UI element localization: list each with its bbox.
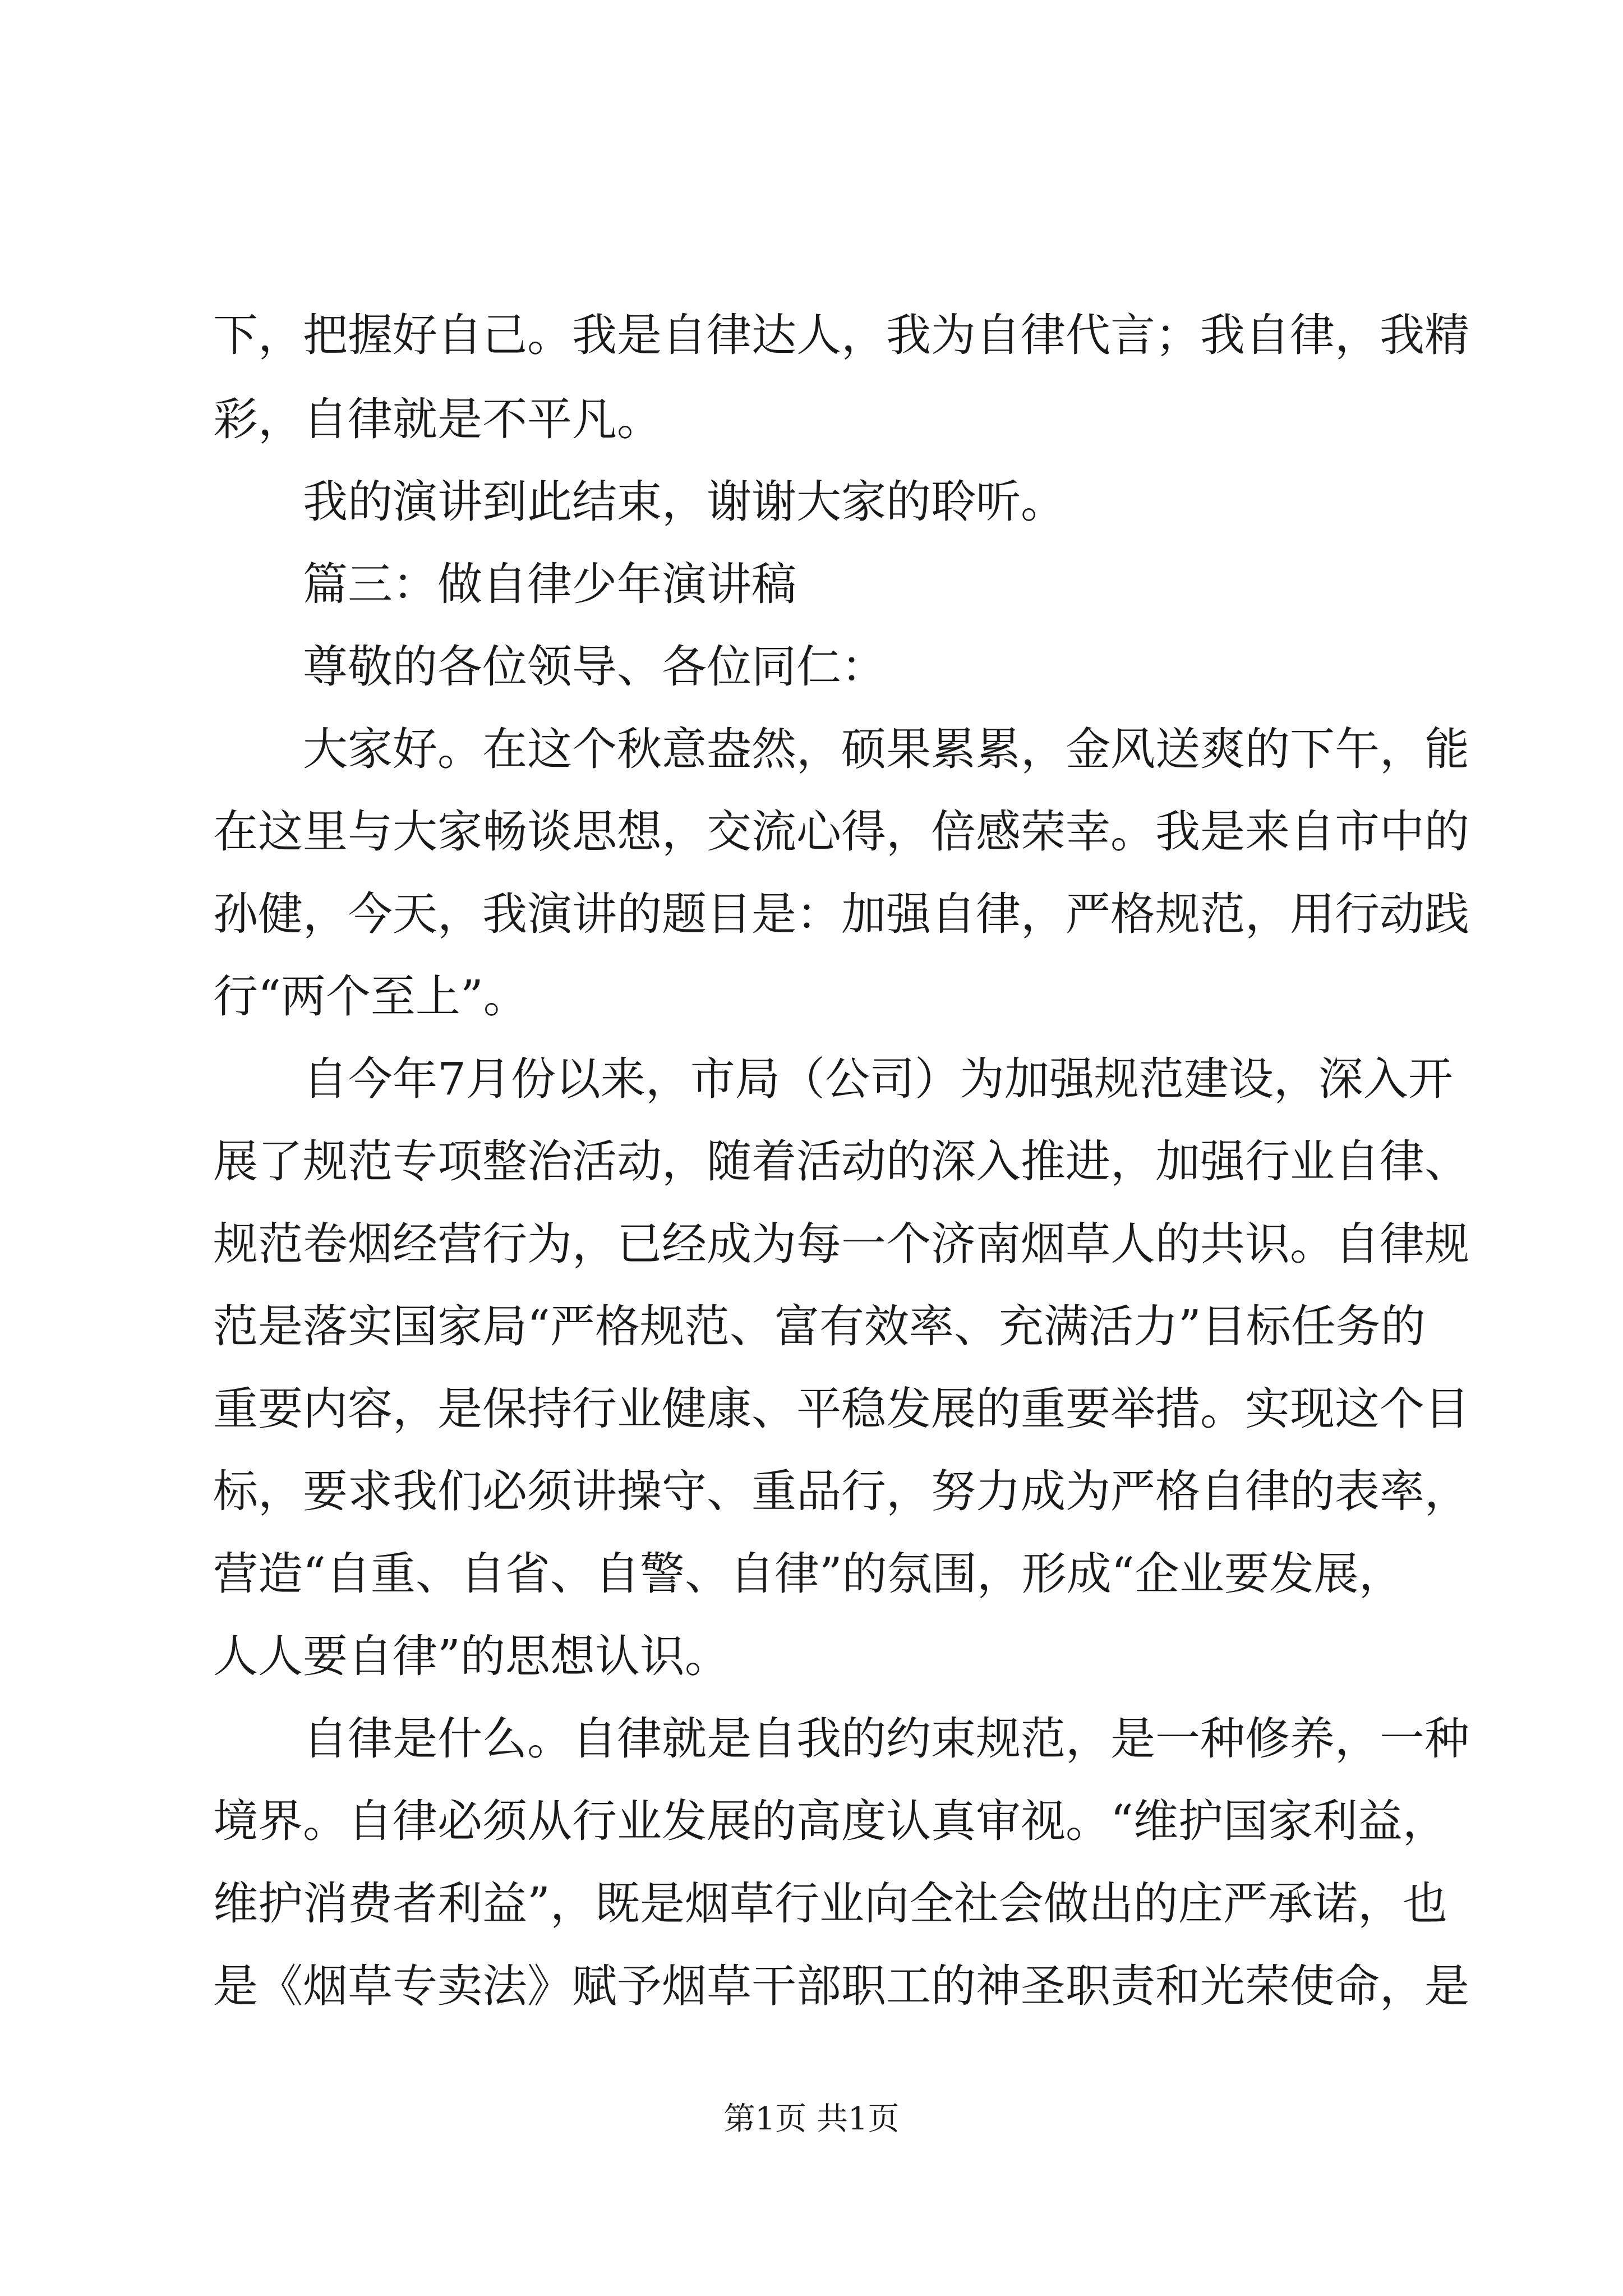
text-line: 范是落实国家局“严格规范、富有效率、充满活力”目标任务的 bbox=[213, 1300, 1426, 1352]
text-line: 在这里与大家畅谈思想，交流心得，倍感荣幸。我是来自市中的 bbox=[213, 806, 1469, 858]
text-line: 下，把握好自己。我是自律达人，我为自律代言；我自律，我精 bbox=[213, 309, 1469, 361]
text-line: 行“两个至上”。 bbox=[213, 970, 528, 1023]
text-line: 我的演讲到此结束，谢谢大家的聆听。 bbox=[303, 476, 1066, 528]
text-line: 境界。自律必须从行业发展的高度认真审视。“维护国家利益， bbox=[213, 1795, 1447, 1847]
text-line: 重要内容，是保持行业健康、平稳发展的重要举措。实现这个目 bbox=[213, 1383, 1469, 1435]
text-line: 标，要求我们必须讲操守、重品行，努力成为严格自律的表率， bbox=[213, 1465, 1469, 1517]
text-line: 是《烟草专卖法》赋予烟草干部职工的神圣职责和光荣使命，是 bbox=[213, 1960, 1469, 2012]
text-line: 规范卷烟经营行为，已经成为每一个济南烟草人的共识。自律规 bbox=[213, 1218, 1469, 1270]
section-heading: 篇三：做自律少年演讲稿 bbox=[303, 558, 796, 610]
page-number-footer: 第1页 共1页 bbox=[723, 2101, 900, 2137]
salutation: 尊敬的各位领导、各位同仁： bbox=[303, 641, 886, 693]
text-line: 展了规范专项整治活动，随着活动的深入推进，加强行业自律、 bbox=[213, 1135, 1469, 1188]
text-line: 营造“自重、自省、自警、自律”的氛围，形成“企业要发展， bbox=[213, 1548, 1404, 1600]
text-line: 人人要自律”的思想认识。 bbox=[213, 1630, 730, 1682]
text-line: 彩，自律就是不平凡。 bbox=[213, 393, 662, 445]
text-line: 自律是什么。自律就是自我的约束规范，是一种修养，一种 bbox=[303, 1713, 1469, 1765]
text-line: 孙健，今天，我演讲的题目是：加强自律，严格规范，用行动践 bbox=[213, 888, 1469, 940]
text-line: 维护消费者利益”，既是烟草行业向全社会做出的庄严承诺，也 bbox=[213, 1878, 1447, 1930]
text-line: 大家好。在这个秋意盎然，硕果累累，金风送爽的下午，能 bbox=[303, 723, 1469, 775]
text-line: 自今年7月份以来，市局（公司）为加强规范建设，深入开 bbox=[303, 1053, 1453, 1105]
